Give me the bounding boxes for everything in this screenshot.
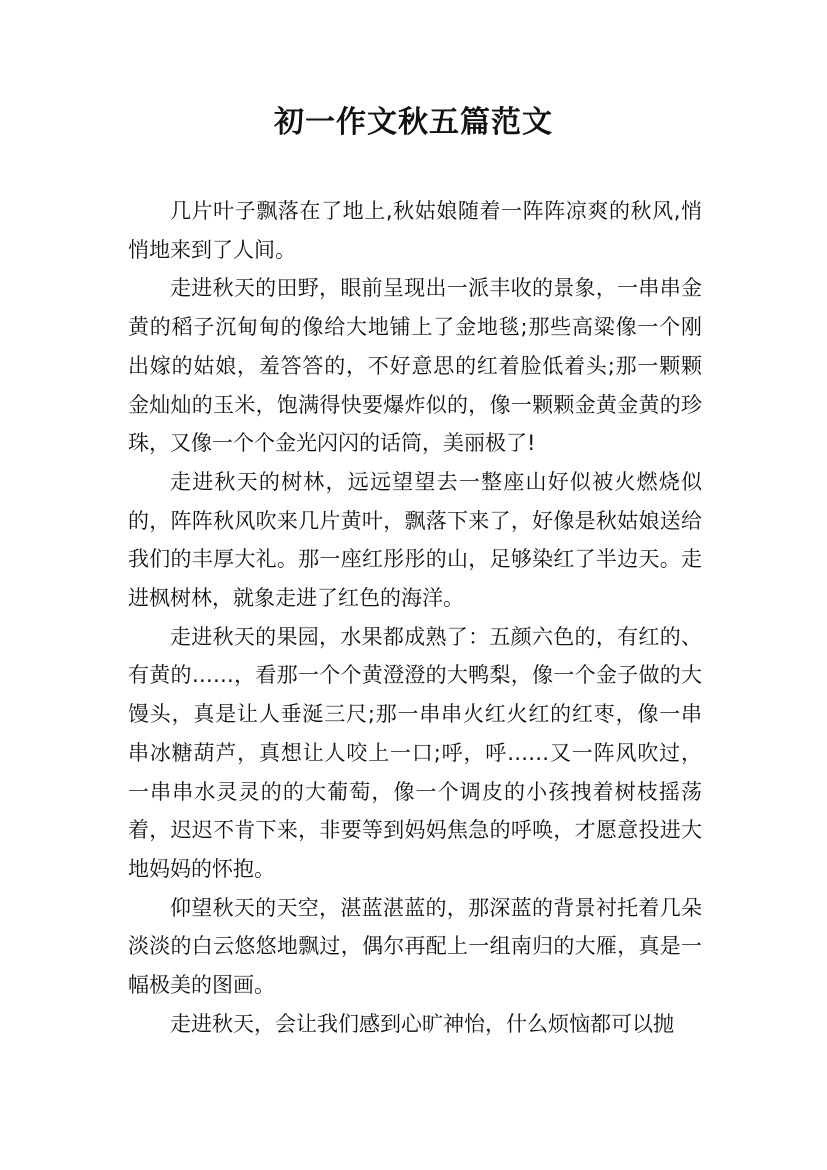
- paragraph-2: 走进秋天的田野，眼前呈现出一派丰收的景象，一串串金黄的稻子沉甸甸的像给大地铺上了金地毯;那些高粱像一个刚出嫁的姑娘，羞答答的，不好意思的红着脸低着头;那一颗颗金灿灿的玉米，饱满得快要爆炸似的，像一颗颗金黄金黄的珍珠，又像一个个金光闪闪的话筒，美丽极了!: [128, 276, 702, 456]
- paragraph-5: 仰望秋天的天空，湛蓝湛蓝的，那深蓝的背景衬托着几朵淡淡的白云悠悠地飘过，偶尔再配上一组南归的大雁，真是一幅极美的图画。: [128, 895, 702, 998]
- document-body: [128, 192, 702, 1043]
- paragraph-1: 几片叶子飘落在了地上,秋姑娘随着一阵阵凉爽的秋风,悄悄地来到了人间。: [128, 199, 702, 262]
- document-title: 初一作文秋五篇范文: [274, 105, 553, 140]
- paragraph-4: 走进秋天的果园，水果都成熟了：五颜六色的，有红的、有黄的……，看那一个个黄澄澄的大鸭梨，像一个金子做的大馒头，真是让人垂涎三尺;那一串串火红火红的红枣，像一串串冰糖葫芦，真想让人咬上一口;呼，呼……又一阵风吹过，一串串水灵灵的的大葡萄，像一个调皮的小孩拽着树枝摇荡着，迟迟不肯下来，非要等到妈妈焦急的呼唤，才愿意投进大地妈妈的怀抱。: [128, 624, 702, 881]
- paragraph-3: 走进秋天的树林，远远望望去一整座山好似被火燃烧似的，阵阵秋风吹来几片黄叶，飘落下来了，好像是秋姑娘送给我们的丰厚大礼。那一座红彤彤的山，足够染红了半边天。走进枫树林，就象走进了红色的海洋。: [128, 469, 702, 611]
- paragraph-6: 走进秋天，会让我们感到心旷神怡，什么烦恼都可以抛: [170, 1011, 674, 1036]
